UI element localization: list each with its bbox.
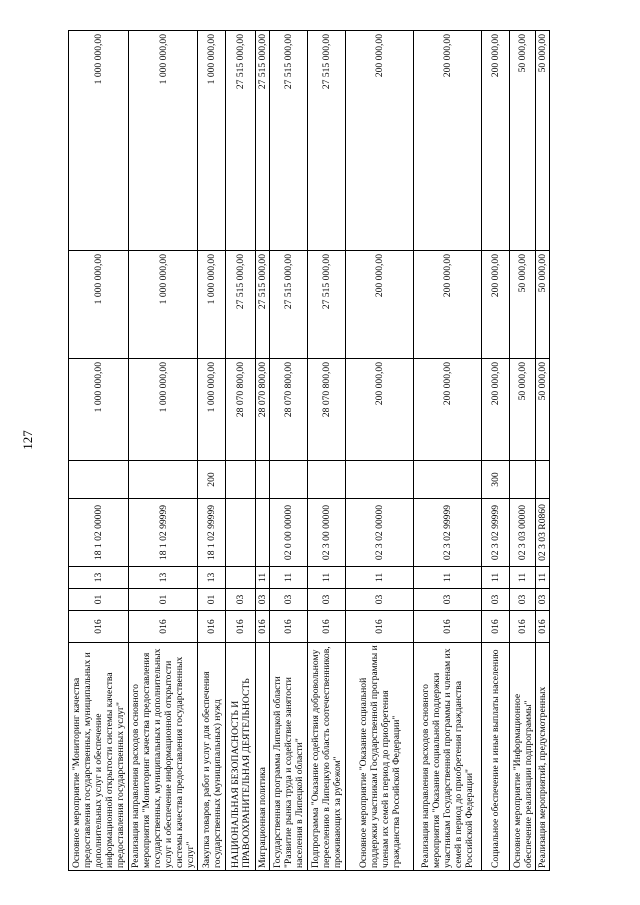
amount-year-3: 200 000,00 (414, 31, 482, 251)
amount-year-1: 1 000 000,00 (129, 359, 198, 461)
table-row (308, 31, 346, 871)
amount-year-1: 1 000 000,00 (198, 359, 226, 461)
amount-year-2: 1 000 000,00 (198, 251, 226, 359)
section-code: 03 (536, 589, 550, 611)
target-article: 02 3 02 99999 (414, 499, 482, 567)
amount-year-2: 1 000 000,00 (69, 251, 129, 359)
row-name: Реализация направления расходов основного мероприятия "Мониторинг качества предоставления государственных, муниципальных и дополнительных услуг и обеспечение информационной открытости системы качества предоставления государственных услуг" (129, 643, 198, 871)
amount-year-1: 200 000,00 (414, 359, 482, 461)
table-row (346, 31, 414, 871)
subsection-code: 11 (414, 567, 482, 589)
admin-code: 016 (256, 611, 270, 643)
table-row (129, 31, 198, 871)
target-article: 02 3 00 00000 (308, 499, 346, 567)
expense-type (270, 461, 308, 499)
amount-year-3: 50 000,00 (536, 31, 550, 251)
table-body (69, 31, 550, 871)
amount-year-2: 50 000,00 (510, 251, 536, 359)
section-code: 01 (198, 589, 226, 611)
expense-type: 300 (482, 461, 510, 499)
amount-year-1: 28 070 800,00 (256, 359, 270, 461)
subsection-code: 11 (308, 567, 346, 589)
subsection-code: 11 (510, 567, 536, 589)
expense-type (308, 461, 346, 499)
amount-year-3: 27 515 000,00 (270, 31, 308, 251)
amount-year-1: 28 070 800,00 (308, 359, 346, 461)
expense-type (346, 461, 414, 499)
amount-year-3: 27 515 000,00 (226, 31, 256, 251)
subsection-code: 13 (69, 567, 129, 589)
expense-type: 200 (198, 461, 226, 499)
section-code: 03 (482, 589, 510, 611)
subsection-code: 11 (270, 567, 308, 589)
section-code: 03 (226, 589, 256, 611)
target-article: 02 3 02 99999 (482, 499, 510, 567)
target-article: 18 1 02 00000 (69, 499, 129, 567)
admin-code: 016 (69, 611, 129, 643)
expense-type (226, 461, 256, 499)
table-row (256, 31, 270, 871)
section-code: 01 (129, 589, 198, 611)
row-name: Реализация мероприятий, предусмотренных (536, 643, 550, 871)
admin-code: 016 (129, 611, 198, 643)
amount-year-2: 27 515 000,00 (256, 251, 270, 359)
amount-year-2: 200 000,00 (346, 251, 414, 359)
subsection-code: 11 (256, 567, 270, 589)
row-name: Основное мероприятие "Оказание социальной поддержки участникам Государственной программы и членам их семей в период до приобретения гражданства Российской Федерации" (346, 643, 414, 871)
subsection-code (226, 567, 256, 589)
subsection-code: 13 (129, 567, 198, 589)
admin-code: 016 (414, 611, 482, 643)
expense-type (414, 461, 482, 499)
amount-year-1: 50 000,00 (536, 359, 550, 461)
target-article: 18 1 02 99999 (198, 499, 226, 567)
target-article (226, 499, 256, 567)
amount-year-3: 200 000,00 (482, 31, 510, 251)
section-code: 03 (270, 589, 308, 611)
subsection-code: 13 (198, 567, 226, 589)
table-row (536, 31, 550, 871)
subsection-code: 11 (536, 567, 550, 589)
amount-year-3: 1 000 000,00 (198, 31, 226, 251)
amount-year-2: 50 000,00 (536, 251, 550, 359)
amount-year-2: 27 515 000,00 (270, 251, 308, 359)
row-name: Реализация направления расходов основного мероприятия "Оказание социальной поддержки участникам Государственной программы и членам их семей в период до приобретения гражданства Российской Федерации" (414, 643, 482, 871)
admin-code: 016 (226, 611, 256, 643)
section-code: 03 (308, 589, 346, 611)
section-code: 03 (510, 589, 536, 611)
target-article: 18 1 02 99999 (129, 499, 198, 567)
section-code: 03 (346, 589, 414, 611)
amount-year-2: 27 515 000,00 (226, 251, 256, 359)
amount-year-3: 27 515 000,00 (308, 31, 346, 251)
table-row (226, 31, 256, 871)
table-row (270, 31, 308, 871)
table-row (198, 31, 226, 871)
amount-year-3: 1 000 000,00 (69, 31, 129, 251)
amount-year-2: 1 000 000,00 (129, 251, 198, 359)
row-name: Основное мероприятие "Информационное обеспечение реализации подпрограммы" (510, 643, 536, 871)
page-number: 127 (19, 430, 35, 450)
target-article: 02 3 03 R0860 (536, 499, 550, 567)
table-row (482, 31, 510, 871)
amount-year-3: 27 515 000,00 (256, 31, 270, 251)
admin-code: 016 (270, 611, 308, 643)
admin-code: 016 (346, 611, 414, 643)
table-row (414, 31, 482, 871)
amount-year-1: 50 000,00 (510, 359, 536, 461)
expense-type (69, 461, 129, 499)
table-row (69, 31, 129, 871)
table-row (510, 31, 536, 871)
row-name: НАЦИОНАЛЬНАЯ БЕЗОПАСНОСТЬ И ПРАВООХРАНИТЕЛЬНАЯ ДЕЯТЕЛЬНОСТЬ (226, 643, 256, 871)
amount-year-2: 200 000,00 (414, 251, 482, 359)
section-code: 01 (69, 589, 129, 611)
admin-code: 016 (198, 611, 226, 643)
amount-year-1: 200 000,00 (482, 359, 510, 461)
row-name: Миграционная политика (256, 643, 270, 871)
amount-year-3: 1 000 000,00 (129, 31, 198, 251)
admin-code: 016 (510, 611, 536, 643)
amount-year-1: 28 070 800,00 (226, 359, 256, 461)
amount-year-3: 200 000,00 (346, 31, 414, 251)
amount-year-2: 200 000,00 (482, 251, 510, 359)
expense-type (536, 461, 550, 499)
section-code: 03 (256, 589, 270, 611)
section-code: 03 (414, 589, 482, 611)
amount-year-1: 200 000,00 (346, 359, 414, 461)
budget-table (68, 30, 550, 871)
admin-code: 016 (536, 611, 550, 643)
rotated-page (68, 31, 608, 871)
row-name: Государственная программа Липецкой области "Развитие рынка труда и содействие занятости населения в Липецкой области" (270, 643, 308, 871)
row-name: Подпрограмма "Оказание содействия добровольному переселению в Липецкую область соотечественников, проживающих за рубежом" (308, 643, 346, 871)
expense-type (510, 461, 536, 499)
amount-year-2: 27 515 000,00 (308, 251, 346, 359)
subsection-code: 11 (346, 567, 414, 589)
row-name: Основное мероприятие "Мониторинг качества предоставления государственных, муниципальных и дополнительных услуг и обеспечение информационной открытости системы качества предоставления государственных услуг" (69, 643, 129, 871)
amount-year-1: 28 070 800,00 (270, 359, 308, 461)
admin-code: 016 (482, 611, 510, 643)
amount-year-1: 1 000 000,00 (69, 359, 129, 461)
target-article: 02 3 02 00000 (346, 499, 414, 567)
expense-type (129, 461, 198, 499)
admin-code: 016 (308, 611, 346, 643)
row-name: Социальное обеспечение и иные выплаты населению (482, 643, 510, 871)
target-article (256, 499, 270, 567)
row-name: Закупка товаров, работ и услуг для обеспечения государственных (муниципальных) нужд (198, 643, 226, 871)
subsection-code: 11 (482, 567, 510, 589)
expense-type (256, 461, 270, 499)
target-article: 02 0 00 00000 (270, 499, 308, 567)
amount-year-3: 50 000,00 (510, 31, 536, 251)
target-article: 02 3 03 00000 (510, 499, 536, 567)
